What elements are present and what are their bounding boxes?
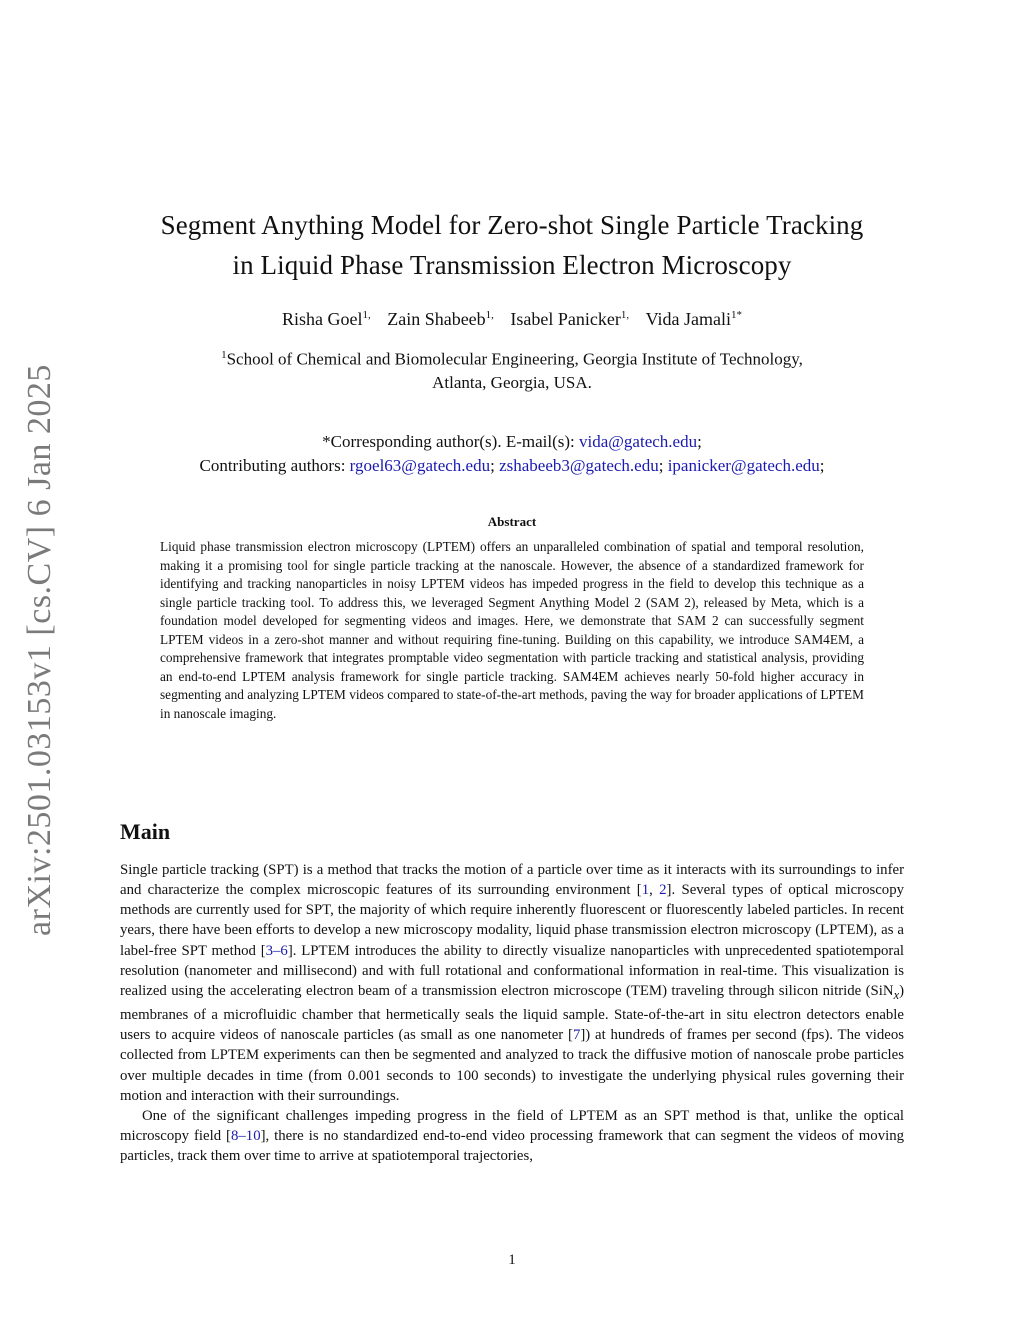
citation-link[interactable]: 2 bbox=[659, 882, 667, 899]
corresponding-author: *Corresponding author(s). E-mail(s): vida@gatech.edu; bbox=[322, 432, 702, 451]
author: Isabel Panicker$^{1,}$ bbox=[510, 309, 630, 329]
affiliation bbox=[120, 344, 904, 394]
affiliation-line-1: School of Chemical and Biomolecular Engineering, Georgia Institute of Technology, bbox=[226, 349, 803, 369]
email-link-zshabeeb[interactable]: zshabeeb3@gatech.edu bbox=[499, 456, 659, 475]
title-line-1: Segment Anything Model for Zero-shot Single Particle Tracking bbox=[160, 210, 864, 240]
abstract-text: Liquid phase transmission electron microscopy (LPTEM) offers an unparalleled combination of spatial and temporal resolution, making it a promising tool for single particle tracking at the nanoscale. However, the absence of a standardized framework for identifying and tracking nanoparticles in noisy LPTEM videos has impeded progress in the field to develop this technique as a single particle tracking tool. To address this, we leveraged Segment Anything Model 2 (SAM 2), released by Meta, which is a foundation model developed for segmenting videos and images. Here, we demonstrate that SAM 2 can successfully segment LPTEM videos in a zero-shot manner and without requiring fine-tuning. Building on this capability, we introduce SAM4EM, a comprehensive framework that integrates promptable video segmentation with particle tracking and statistical analysis, providing an end-to-end LPTEM analysis framework for single particle tracking. SAM4EM achieves nearly 50-fold higher accuracy in segmenting and analyzing LPTEM videos compared to state-of-the-art methods, paving the way for broader applications of LPTEM in nanoscale imaging. bbox=[160, 539, 864, 721]
author: Risha Goel$^{1,}$ bbox=[281, 309, 371, 329]
citation-link[interactable]: 3–6 bbox=[265, 942, 288, 959]
citation-link[interactable]: 8–10 bbox=[231, 1127, 261, 1144]
affiliation-line-2: Atlanta, Georgia, USA. bbox=[432, 372, 592, 392]
arxiv-id-text: arXiv:2501.03153v1 [cs.CV] 6 Jan 2025 bbox=[21, 364, 59, 936]
affiliation-mark: 1 bbox=[221, 349, 227, 361]
contact-info bbox=[120, 430, 904, 478]
citation-link[interactable]: 7 bbox=[572, 1027, 581, 1044]
paper-title bbox=[120, 205, 904, 285]
email-link-ipanicker[interactable]: ipanicker@gatech.edu bbox=[667, 456, 820, 475]
author-list bbox=[120, 309, 904, 330]
paragraph: One of the significant challenges impeding progress in the field of LPTEM as an SPT method is that, unlike the optical microscopy field [8–10], there is no standardized end-to-end video processing framework that can segment the videos of moving particles, track them over time to arrive at spatiotemporal trajectories, bbox=[120, 1107, 904, 1165]
title-line-2: in Liquid Phase Transmission Electron Microscopy bbox=[232, 250, 792, 280]
main-body bbox=[120, 860, 904, 1166]
contributing-authors: Contributing authors: rgoel63@gatech.edu; zshabeeb3@gatech.edu; ipanicker@gatech.edu; bbox=[199, 456, 825, 475]
citation-link[interactable]: 1 bbox=[641, 882, 650, 899]
page-number: 1 bbox=[508, 1252, 516, 1268]
section-heading-main: Main bbox=[120, 819, 171, 844]
abstract-heading: Abstract bbox=[487, 514, 537, 529]
corresponding-email-link[interactable]: vida@gatech.edu bbox=[579, 432, 698, 451]
author: Vida Jamali$^{1*}$ bbox=[645, 309, 743, 329]
author: Zain Shabeeb$^{1,}$ bbox=[387, 309, 494, 329]
email-link-rgoel[interactable]: rgoel63@gatech.edu bbox=[349, 456, 491, 475]
arxiv-identifier bbox=[8, 364, 72, 936]
paragraph: Single particle tracking (SPT) is a method that tracks the motion of a particle over time as it interacts with its surroundings to infer and characterize the complex microscopic features of its surrounding environment [1, 2]. Several types of optical microscopy methods are currently used for SPT, the majority of which require inherently fluorescent or fluorescently labeled particles. In recent years, there have been efforts to develop a new microscopy modality, liquid phase transmission electron microscopy (LPTEM), as a label-free SPT method [3–6]. LPTEM introduces the ability to directly visualize nanoparticles with unprecedented spatiotemporal resolution (nanometer and millisecond) and with full rotational and conformational information in real-time. This visualization is realized using the accelerating electron beam of a transmission electron microscope (TEM) traveling through silicon nitride (SiN$_x$) membranes of a microfluidic chamber that hermetically seals the liquid sample. State-of-the-art in situ electron detectors enable users to acquire videos of nanoscale particles (as small as one nanometer [7]) at hundreds of frames per second (fps). The videos collected from LPTEM experiments can then be segmented and analyzed to track the diffusive motion of nanoscale probe particles over multiple decades in time (from 0.001 seconds to 100 seconds) to investigate the underlying physical rules governing their motion and interaction with their surroundings. bbox=[120, 862, 904, 1104]
